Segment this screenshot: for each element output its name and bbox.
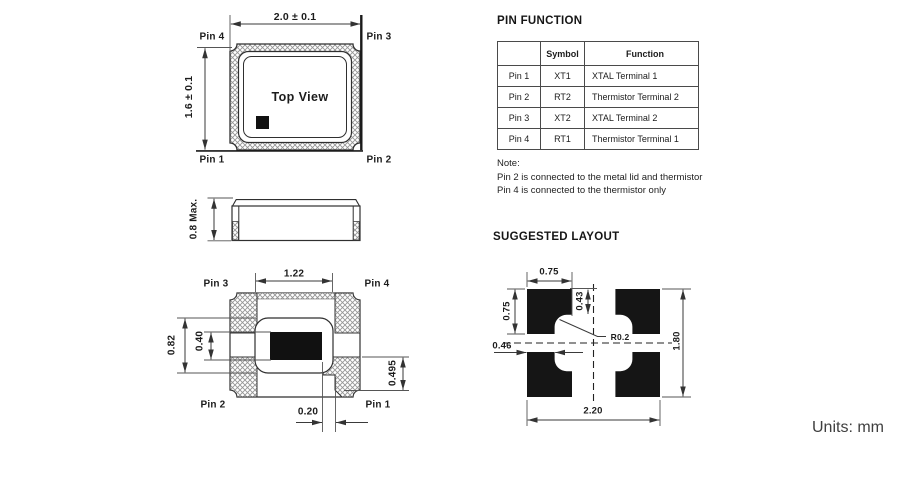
pin-function-table xyxy=(497,41,699,150)
cell-function-2: XTAL Terminal 2 xyxy=(585,108,699,129)
header-function: Function xyxy=(585,42,699,66)
side-view-body xyxy=(232,206,360,241)
suggested-layout-heading: SUGGESTED LAYOUT xyxy=(493,231,620,243)
cell-pin-0: Pin 1 xyxy=(498,66,541,87)
bottom-view-crystal-pad xyxy=(270,332,322,360)
pin-label-bottom-view-pin3: Pin 3 xyxy=(203,278,229,290)
cell-pin-1: Pin 2 xyxy=(498,87,541,108)
dim-label-crystal-pad-height: 0.40 xyxy=(194,330,206,352)
side-view-drawing xyxy=(208,198,361,241)
side-view-lid xyxy=(233,200,360,206)
units-label: Units: mm xyxy=(812,419,884,436)
cell-function-0: XTAL Terminal 1 xyxy=(585,66,699,87)
cell-pin-2: Pin 3 xyxy=(498,108,541,129)
pin1-index-marker xyxy=(256,116,269,129)
dim-label-package-width: 2.0 ± 0.1 xyxy=(273,10,317,23)
dim-label-layout-total-width: 2.20 xyxy=(583,405,603,417)
side-view-terminal-right xyxy=(353,222,359,240)
pin-label-top-view-pin1: Pin 1 xyxy=(199,154,225,166)
cell-symbol-0: XT1 xyxy=(541,66,585,87)
dim-label-center-pad-height: 0.82 xyxy=(166,334,178,356)
note-label: Note: xyxy=(497,158,520,169)
cell-symbol-2: XT2 xyxy=(541,108,585,129)
dim-label-center-pad-width: 1.22 xyxy=(283,268,305,280)
dim-label-layout-total-height: 1.80 xyxy=(671,331,683,351)
cell-symbol-1: RT2 xyxy=(541,87,585,108)
dim-label-layout-radius: R0.2 xyxy=(610,332,630,342)
dim-label-layout-pad-width: 0.75 xyxy=(539,266,559,278)
pin-function-heading: PIN FUNCTION xyxy=(497,15,583,27)
note-line-2: Pin 4 is connected to the thermistor only xyxy=(497,185,666,196)
header-pin xyxy=(498,42,541,66)
suggested-layout-drawing xyxy=(494,272,691,426)
pin-label-bottom-view-pin4: Pin 4 xyxy=(364,278,390,290)
dim-label-layout-pad-height: 0.75 xyxy=(501,301,513,321)
dim-label-layout-notch-inset: 0.46 xyxy=(492,340,512,352)
top-view-title: Top View xyxy=(271,90,329,104)
table-row xyxy=(498,66,699,87)
pin-label-bottom-view-pin1: Pin 1 xyxy=(365,399,391,411)
cell-function-3: Thermistor Terminal 1 xyxy=(585,129,699,150)
bottom-view-top-strip xyxy=(257,293,335,299)
cell-symbol-3: RT1 xyxy=(541,129,585,150)
dim-label-package-thickness: 0.8 Max. xyxy=(188,198,200,240)
table-row xyxy=(498,87,699,108)
dim-label-package-height: 1.6 ± 0.1 xyxy=(183,75,195,119)
side-view-terminal-left xyxy=(233,222,239,240)
dim-label-corner-pad-height: 0.495 xyxy=(387,359,399,387)
pin-label-top-view-pin3: Pin 3 xyxy=(366,31,392,43)
pin-label-top-view-pin2: Pin 2 xyxy=(366,154,392,166)
dim-label-layout-notch-offset: 0.43 xyxy=(574,291,586,311)
header-symbol: Symbol xyxy=(541,42,585,66)
cell-function-1: Thermistor Terminal 2 xyxy=(585,87,699,108)
note-line-1: Pin 2 is connected to the metal lid and thermistor xyxy=(497,172,703,183)
table-row xyxy=(498,129,699,150)
table-row xyxy=(498,108,699,129)
dim-label-pad-gap: 0.20 xyxy=(297,406,319,418)
layout-dimensions xyxy=(494,272,691,426)
cell-pin-3: Pin 4 xyxy=(498,129,541,150)
pin-label-top-view-pin4: Pin 4 xyxy=(199,31,225,43)
radius-leader-line xyxy=(560,320,607,337)
pin-table-header-row xyxy=(498,42,699,66)
side-view-dimensions xyxy=(208,198,234,241)
pin-label-bottom-view-pin2: Pin 2 xyxy=(200,399,226,411)
